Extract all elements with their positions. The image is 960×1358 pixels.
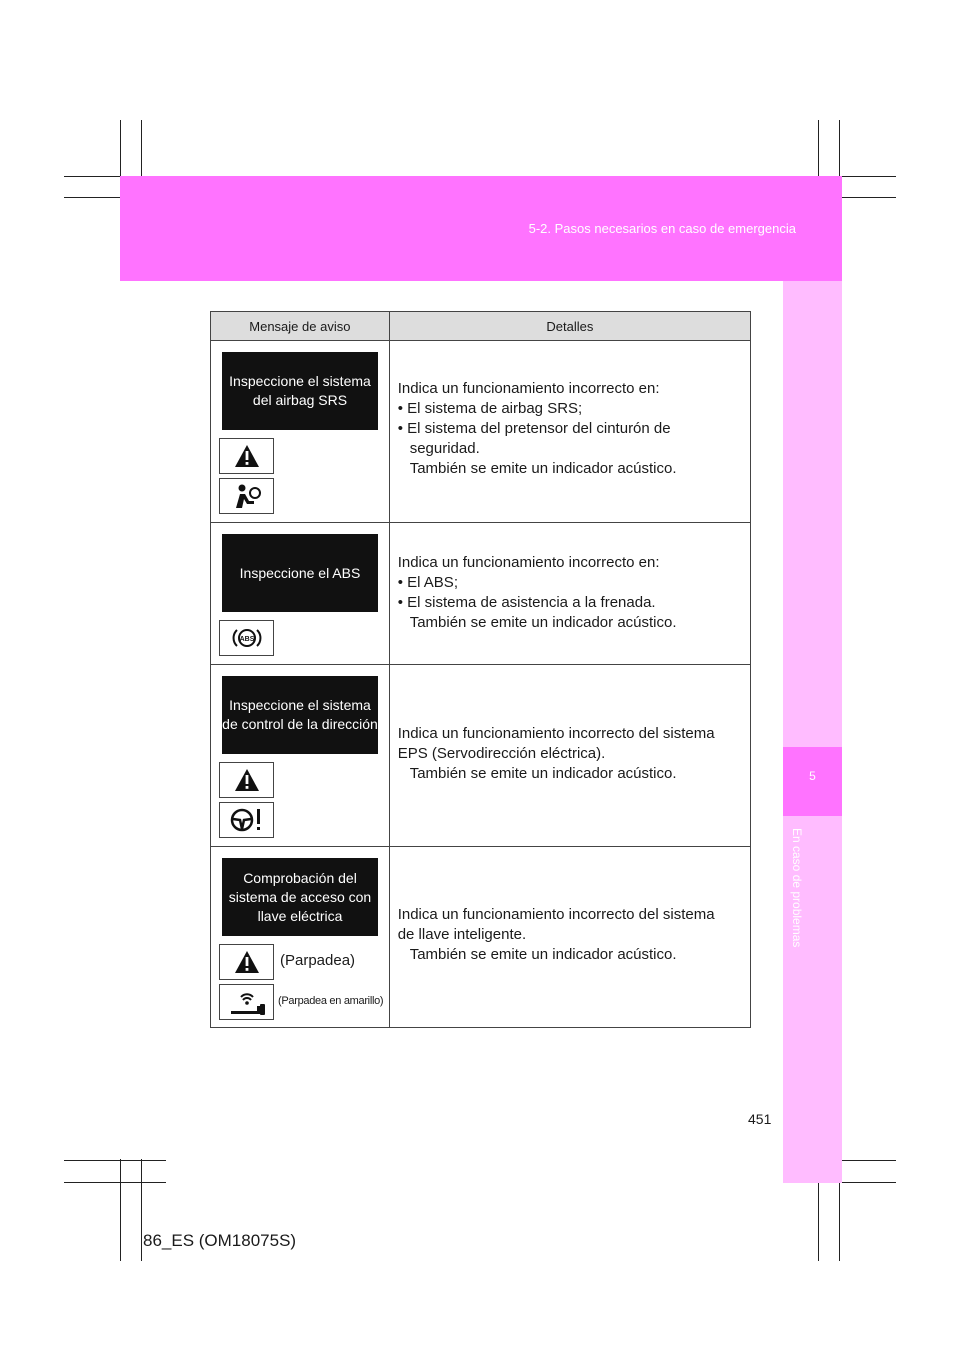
details-line: También se emite un indicador acústico. [409, 460, 677, 477]
details-line: • El sistema de airbag SRS; [397, 400, 583, 417]
chapter-title: En caso de problemas [790, 828, 804, 948]
warning-triangle-icon [219, 944, 274, 980]
steering-warning-icon [219, 802, 274, 838]
page-number: 451 [748, 1111, 772, 1127]
column-header-message: Mensaje de aviso [211, 312, 390, 341]
message-cell [211, 665, 390, 847]
warning-triangle-icon [219, 762, 274, 798]
details-line: • El sistema de asistencia a la frenada. [397, 594, 656, 611]
warning-message-display: Inspeccione el ABS [222, 534, 378, 612]
crop-mark [64, 1182, 166, 1183]
details-cell [389, 665, 750, 847]
details-line: También se emite un indicador acústico. [409, 946, 677, 963]
table-header-row [211, 312, 751, 341]
details-text [398, 905, 742, 965]
warning-message-display: Comprobación del sistema de acceso con llave eléctrica [222, 858, 378, 936]
crop-mark [64, 1160, 166, 1161]
document-code: 86_ES (OM18075S) [143, 1231, 297, 1250]
blink-yellow-note: (Parpadea en amarillo) [278, 995, 384, 1007]
details-cell [389, 847, 750, 1028]
details-cell [389, 341, 750, 523]
warning-message-display: Inspeccione el sistema del airbag SRS [222, 352, 378, 430]
details-line: • El ABS; [397, 574, 458, 591]
abs-icon [219, 620, 274, 656]
details-line: EPS (Servodirección eléctrica). [397, 745, 606, 762]
details-line: Indica un funcionamiento incorrecto del sistema [397, 906, 715, 923]
table-row [211, 847, 751, 1028]
details-text [398, 553, 742, 633]
section-header [120, 176, 842, 281]
details-text [398, 379, 742, 479]
column-header-details: Detalles [389, 312, 750, 341]
details-line: Indica un funcionamiento incorrecto en: [397, 380, 660, 397]
svg-text:ABS: ABS [239, 636, 254, 643]
table-row [211, 665, 751, 847]
details-line: de llave inteligente. [397, 926, 527, 943]
table-row [211, 523, 751, 665]
airbag-icon [219, 478, 274, 514]
crop-mark [120, 1159, 121, 1261]
table-row [211, 341, 751, 523]
message-cell [211, 523, 390, 665]
message-cell [211, 847, 390, 1028]
smart-key-icon [219, 984, 274, 1020]
details-line: También se emite un indicador acústico. [409, 765, 677, 782]
details-text [398, 724, 742, 784]
warning-messages-table [210, 311, 751, 1028]
details-line: Indica un funcionamiento incorrecto en: [397, 554, 660, 571]
crop-mark [141, 1159, 142, 1261]
details-line: Indica un funcionamiento incorrecto del sistema [397, 725, 715, 742]
message-cell [211, 341, 390, 523]
warning-triangle-icon [219, 438, 274, 474]
chapter-side-tab [783, 281, 842, 1183]
blink-note: (Parpadea) [280, 952, 356, 969]
details-cell [389, 523, 750, 665]
chapter-number: 5 [783, 747, 842, 816]
section-title: 5-2. Pasos necesarios en caso de emergencia [528, 221, 796, 236]
details-line: seguridad. [409, 440, 480, 457]
details-line: • El sistema del pretensor del cinturón de [397, 420, 671, 437]
details-line: También se emite un indicador acústico. [409, 614, 677, 631]
warning-message-display: Inspeccione el sistema de control de la dirección [222, 676, 378, 754]
